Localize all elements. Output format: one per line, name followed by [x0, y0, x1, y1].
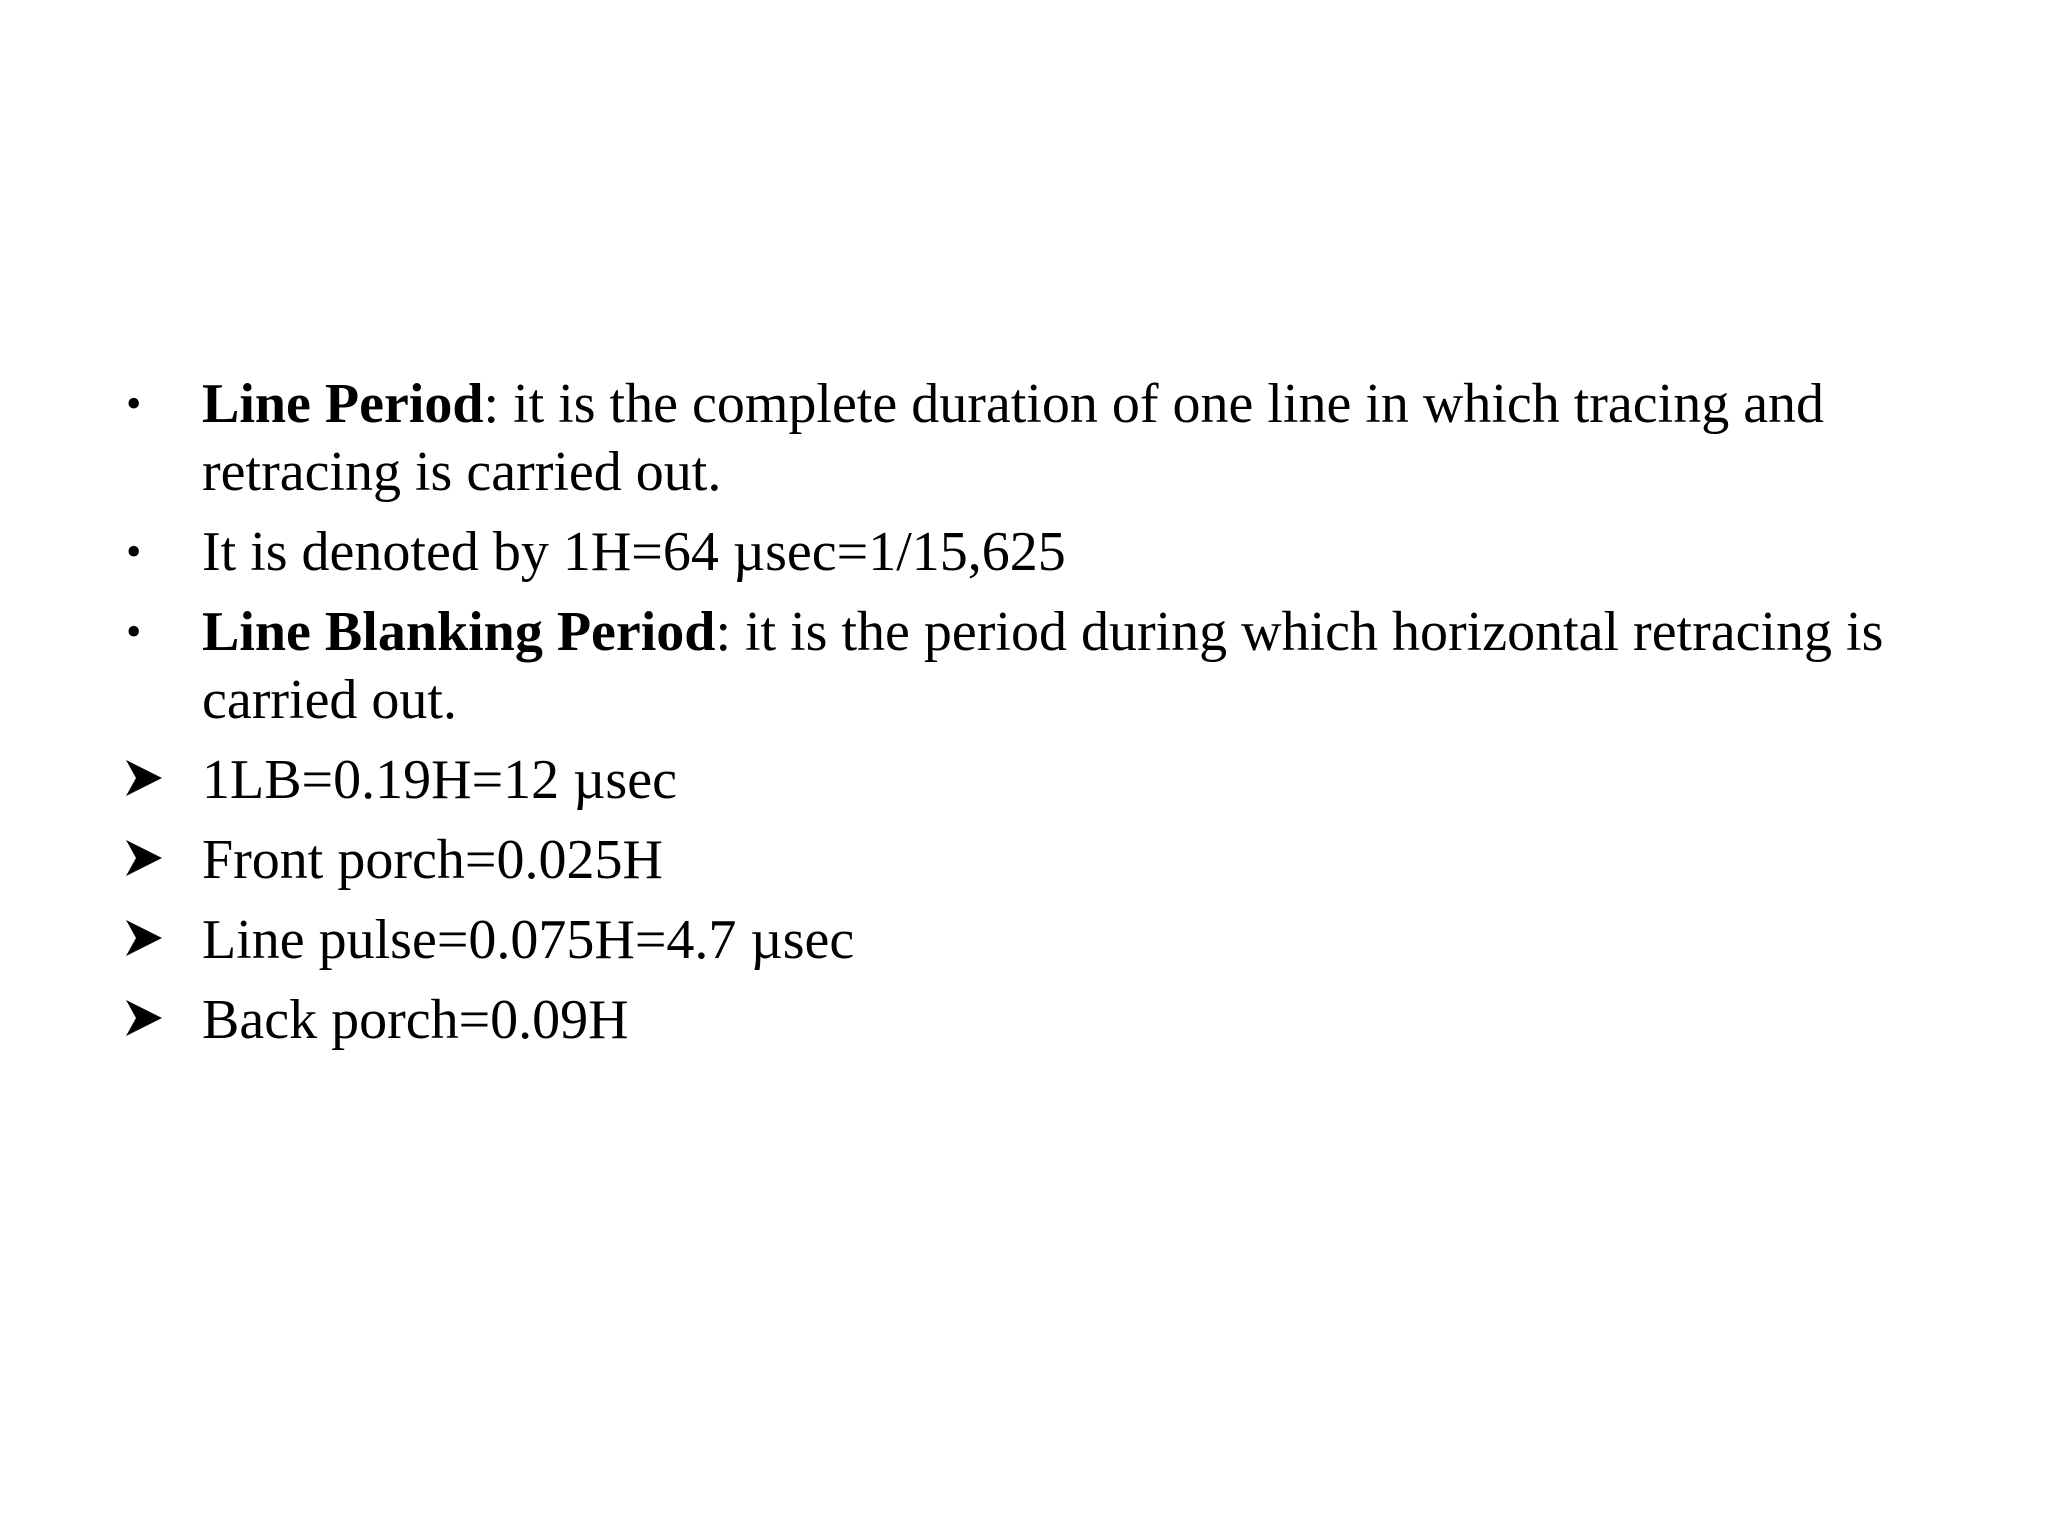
list-item-line-pulse: [120, 906, 1980, 974]
text-line-pulse: Line pulse=0.075H=4.7 µsec: [202, 909, 855, 971]
text-denoted: It is denoted by 1H=64 µsec=1/15,625: [202, 521, 1066, 583]
text-front-porch: Front porch=0.025H: [202, 829, 663, 891]
list-item-line-period: [120, 370, 1980, 506]
arrowhead-bullet-icon: [122, 916, 166, 960]
list-item-back-porch: [120, 986, 1980, 1054]
list-item-1lb: [120, 746, 1980, 814]
text-back-porch: Back porch=0.09H: [202, 989, 629, 1051]
term-line-period: Line Period: [202, 373, 484, 435]
term-line-blanking-period: Line Blanking Period: [202, 601, 716, 663]
list-item-line-blanking-period: [120, 598, 1980, 734]
bullet-icon: •: [126, 379, 142, 428]
bullet-list: [120, 370, 1980, 1066]
list-item-denoted: [120, 518, 1980, 586]
list-item-front-porch: [120, 826, 1980, 894]
bullet-icon: •: [126, 527, 142, 576]
bullet-icon: •: [126, 607, 142, 656]
text-1lb: 1LB=0.19H=12 µsec: [202, 749, 677, 811]
definition-line-blanking-period: : it is the period during which horizontal retracing is carried out.: [202, 601, 1884, 731]
arrowhead-bullet-icon: [122, 836, 166, 880]
definition-line-period: : it is the complete duration of one line in which tracing and retracing is carried out.: [202, 373, 1825, 503]
arrowhead-bullet-icon: [122, 756, 166, 800]
arrowhead-bullet-icon: [122, 996, 166, 1040]
